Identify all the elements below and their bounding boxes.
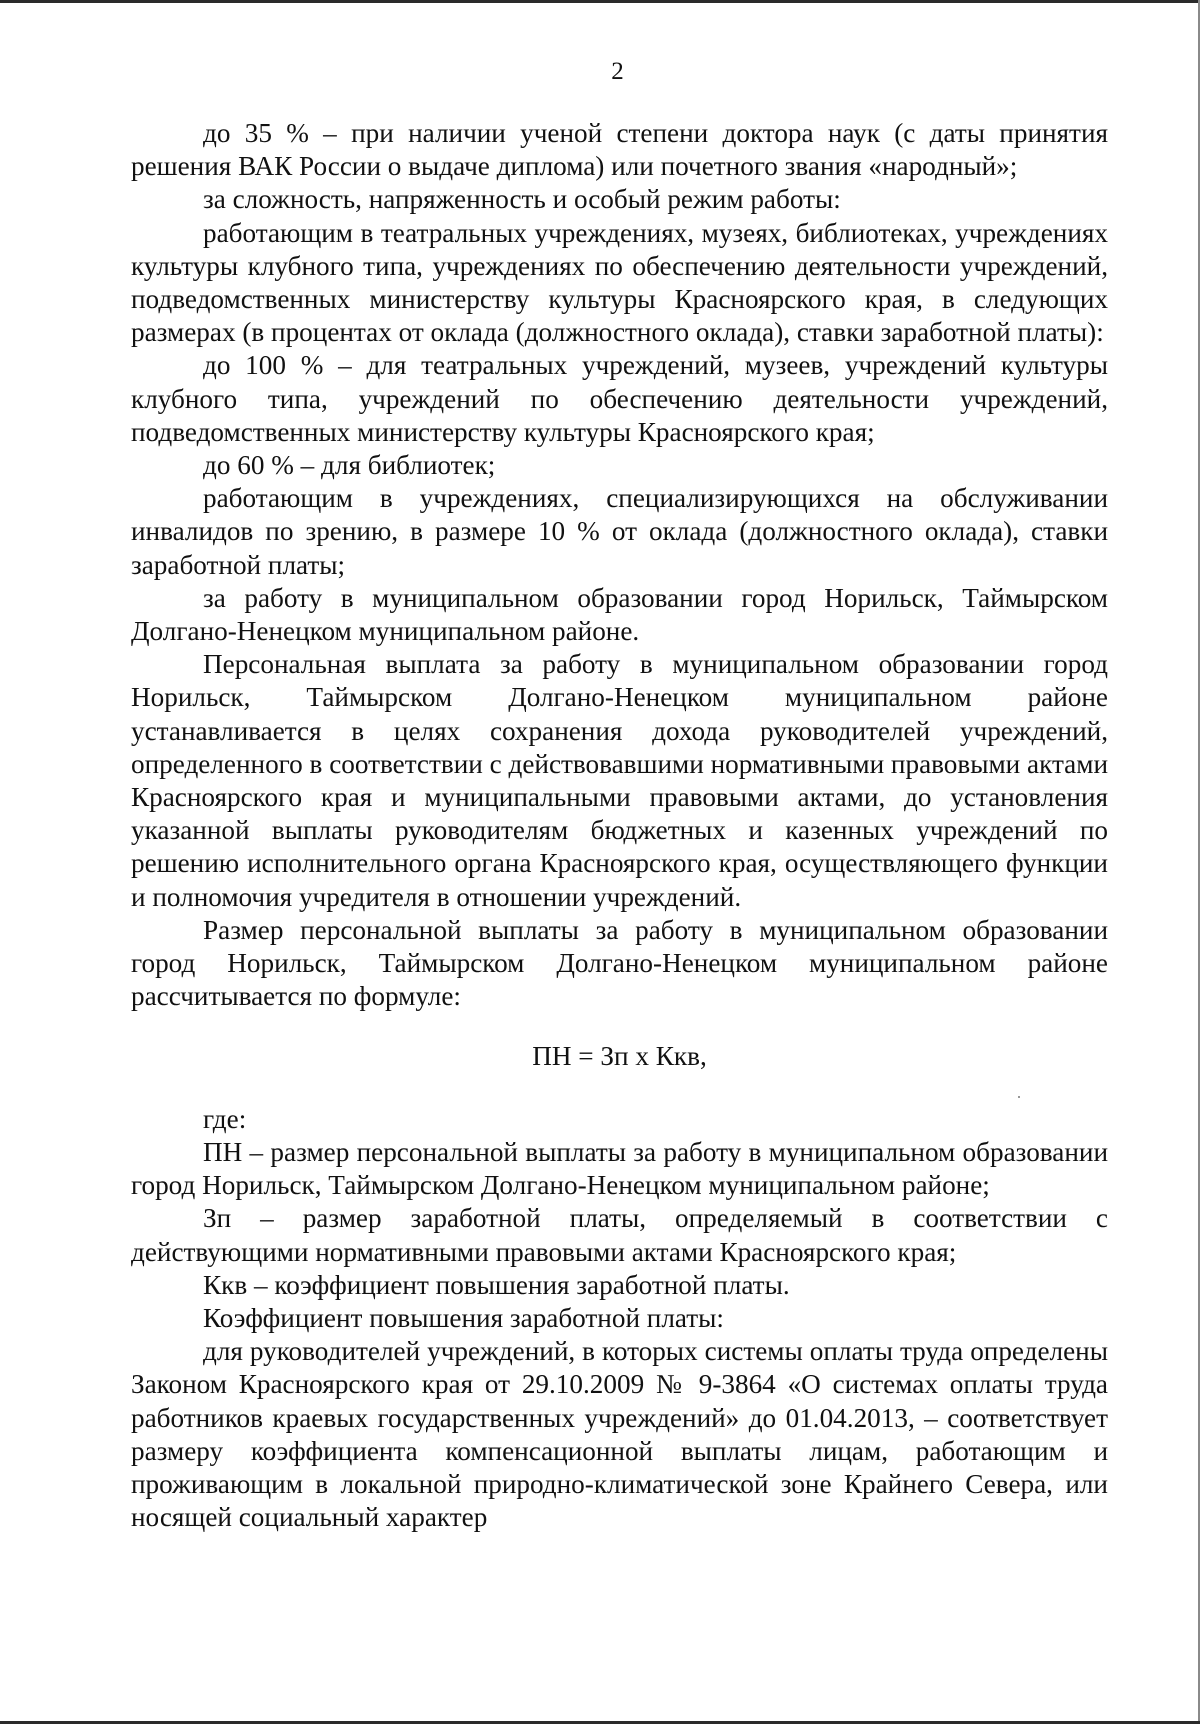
scan-edge-top <box>0 0 1200 3</box>
paragraph: работающим в учреждениях, специализирующихся на обслуживании инвалидов по зрению, в размере 10 % от оклада (должностного оклада), ставки заработной платы; <box>131 483 1108 580</box>
paragraph: до 100 % – для театральных учреждений, музеев, учреждений культуры клубного типа, учреждений по обеспечению деятельности учреждений, подведомственных министерству культуры Красноярского края; <box>131 350 1108 447</box>
paragraph: за сложность, напряженность и особый режим работы: <box>203 184 841 215</box>
formula: ПН = Зп х Ккв, <box>532 1041 707 1072</box>
paragraph: Персональная выплата за работу в муниципальном образовании город Норильск, Таймырском Долгано-Ненецком муниципальном районе устанавливается в целях сохранения дохода руководителей учреждений, определенного в соответствии с действовавшими нормативными правовыми актами Красноярского края и муниципальными правовыми актами, до установления указанной выплаты руководителям бюджетных и казенных учреждений по решению исполнительного органа Красноярского края, осуществляющего функции и полномочия учредителя в отношении учреждений. <box>131 649 1108 912</box>
document-body <box>131 117 1108 1534</box>
paragraph: Коэффициент повышения заработной платы: <box>203 1302 724 1333</box>
paragraph: Зп – размер заработной платы, определяемый в соответствии с действующими нормативными правовыми актами Красноярского края; <box>131 1203 1108 1267</box>
paragraph: до 35 % – при наличии ученой степени доктора наук (с даты принятия решения ВАК России о выдаче диплома) или почетного звания «народный»; <box>131 118 1108 182</box>
paragraph: Ккв – коэффициент повышения заработной платы. <box>203 1269 790 1300</box>
paragraph: ПН – размер персональной выплаты за работу в муниципальном образовании город Норильск, Таймырском Долгано-Ненецком муниципальном районе; <box>131 1136 1108 1201</box>
paragraph: где: <box>203 1103 247 1134</box>
scan-speck <box>1018 1096 1020 1098</box>
paragraph: за работу в муниципальном образовании город Норильск, Таймырском Долгано-Ненецком муниципальном районе. <box>131 582 1108 647</box>
paragraph: работающим в театральных учреждениях, музеях, библиотеках, учреждениях культуры клубного типа, учреждениях по обеспечению деятельности учреждений, подведомственных министерству культуры Красноярского края, в следующих размерах (в процентах от оклада (должностного оклада), ставки заработной платы): <box>131 217 1108 348</box>
page-number: 2 <box>611 58 624 85</box>
paragraph: Размер персональной выплаты за работу в муниципальном образовании город Норильск, Таймырском Долгано-Ненецком муниципальном районе рассчитывается по формуле: <box>131 914 1108 1012</box>
paragraph: до 60 % – для библиотек; <box>203 450 496 481</box>
paragraph: для руководителей учреждений, в которых системы оплаты труда определены Законом Красноярского края от 29.10.2009 № 9-3864 «О системах оплаты труда работников краевых государственных учреждений» до 01.04.2013, – соответствует размеру коэффициента компенсационной выплаты лицам, работающим и проживающим в локальной природно-климатической зоне Крайнего Севера, или носящей социальный характер <box>131 1336 1108 1533</box>
